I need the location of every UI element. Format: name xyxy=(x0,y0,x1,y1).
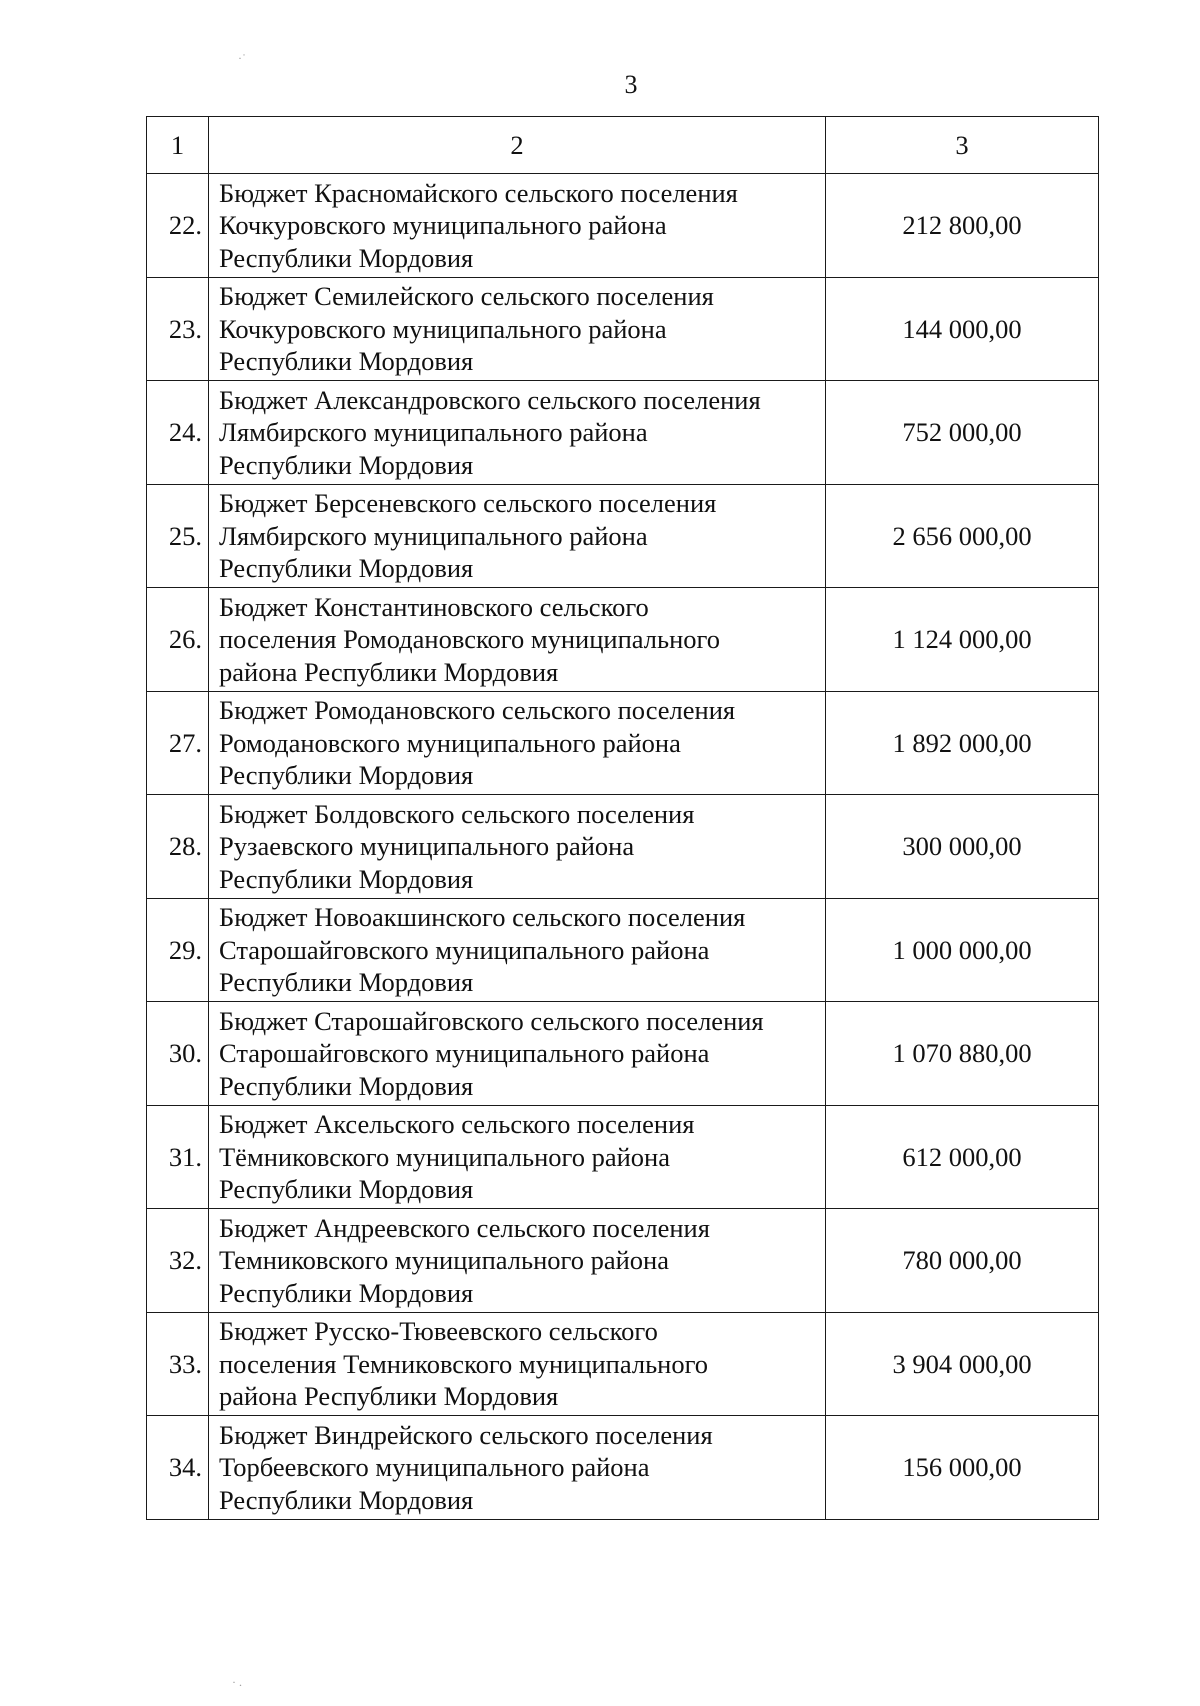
budget-name-line: Темниковского муниципального района xyxy=(219,1245,669,1276)
budget-name-line: Бюджет Аксельского сельского поселения xyxy=(219,1109,695,1140)
table-row xyxy=(147,795,1099,899)
budget-name-line: Республики Мордовия xyxy=(219,863,474,894)
budget-name-line: Республики Мордовия xyxy=(219,449,474,480)
budget-name-line: Республики Мордовия xyxy=(219,1174,474,1205)
table-row xyxy=(147,277,1099,381)
budget-name-line: Лямбирского муниципального района xyxy=(219,417,648,448)
header-cell-amount: 3 xyxy=(826,117,1099,174)
scan-speck-bottom: · . xyxy=(232,1675,242,1689)
budget-name-line: поселения Ромодановского муниципального xyxy=(219,624,720,655)
budget-name-line: Бюджет Берсеневского сельского поселения xyxy=(219,488,717,519)
budget-table xyxy=(146,116,1099,1520)
budget-name-line: Кочкуровского муниципального района xyxy=(219,210,667,241)
budget-name-line: района Республики Мордовия xyxy=(219,656,559,687)
budget-name-cell xyxy=(209,588,826,692)
budget-name-line: Старошайговского муниципального района xyxy=(219,934,710,965)
amount-cell: 1 070 880,00 xyxy=(826,1002,1099,1106)
budget-name-line: Бюджет Новоакшинского сельского поселения xyxy=(219,902,746,933)
row-number-cell: 22. xyxy=(147,174,209,278)
budget-name-line: Торбеевского муниципального района xyxy=(219,1452,650,1483)
budget-name-line: Лямбирского муниципального района xyxy=(219,520,648,551)
table-row xyxy=(147,1002,1099,1106)
amount-cell: 144 000,00 xyxy=(826,277,1099,381)
budget-name-line: Бюджет Александровского сельского поселения xyxy=(219,384,761,415)
amount-cell: 1 124 000,00 xyxy=(826,588,1099,692)
budget-name-line: Республики Мордовия xyxy=(219,346,474,377)
row-number-cell: 28. xyxy=(147,795,209,899)
budget-name-line: Бюджет Русско-Тювеевского сельского xyxy=(219,1316,658,1347)
budget-name-cell xyxy=(209,277,826,381)
amount-cell: 156 000,00 xyxy=(826,1416,1099,1520)
budget-name-line: Бюджет Виндрейского сельского поселения xyxy=(219,1419,713,1450)
budget-name-cell xyxy=(209,898,826,1002)
amount-cell: 300 000,00 xyxy=(826,795,1099,899)
row-number-cell: 27. xyxy=(147,691,209,795)
budget-name-line: района Республики Мордовия xyxy=(219,1381,559,1412)
scan-speck-top: ·˙ xyxy=(238,51,246,65)
table-row xyxy=(147,174,1099,278)
budget-name-cell xyxy=(209,174,826,278)
budget-name-line: Бюджет Старошайговского сельского поселения xyxy=(219,1005,764,1036)
table-row xyxy=(147,1105,1099,1209)
budget-name-line: Тёмниковского муниципального района xyxy=(219,1141,670,1172)
budget-name-line: Республики Мордовия xyxy=(219,1277,474,1308)
budget-name-cell xyxy=(209,1312,826,1416)
table-row xyxy=(147,588,1099,692)
row-number-cell: 34. xyxy=(147,1416,209,1520)
budget-name-line: Республики Мордовия xyxy=(219,967,474,998)
amount-cell: 752 000,00 xyxy=(826,381,1099,485)
table-row xyxy=(147,381,1099,485)
budget-name-cell xyxy=(209,484,826,588)
budget-name-line: Бюджет Андреевского сельского поселения xyxy=(219,1212,710,1243)
amount-cell: 3 904 000,00 xyxy=(826,1312,1099,1416)
budget-name-cell xyxy=(209,691,826,795)
amount-cell: 612 000,00 xyxy=(826,1105,1099,1209)
budget-name-line: поселения Темниковского муниципального xyxy=(219,1348,709,1379)
budget-name-line: Республики Мордовия xyxy=(219,760,474,791)
budget-name-line: Старошайговского муниципального района xyxy=(219,1038,710,1069)
header-cell-name: 2 xyxy=(209,117,826,174)
row-number-cell: 33. xyxy=(147,1312,209,1416)
table-row xyxy=(147,1312,1099,1416)
row-number-cell: 26. xyxy=(147,588,209,692)
budget-name-cell xyxy=(209,1209,826,1313)
amount-cell: 212 800,00 xyxy=(826,174,1099,278)
amount-cell: 1 892 000,00 xyxy=(826,691,1099,795)
row-number-cell: 30. xyxy=(147,1002,209,1106)
row-number-cell: 25. xyxy=(147,484,209,588)
budget-name-line: Республики Мордовия xyxy=(219,1484,474,1515)
budget-name-cell xyxy=(209,1105,826,1209)
budget-name-line: Бюджет Болдовского сельского поселения xyxy=(219,798,695,829)
row-number-cell: 32. xyxy=(147,1209,209,1313)
budget-name-line: Республики Мордовия xyxy=(219,1070,474,1101)
budget-name-cell xyxy=(209,381,826,485)
amount-cell: 2 656 000,00 xyxy=(826,484,1099,588)
budget-name-line: Республики Мордовия xyxy=(219,553,474,584)
budget-name-line: Бюджет Красномайского сельского поселения xyxy=(219,177,738,208)
table-row xyxy=(147,1416,1099,1520)
budget-name-line: Кочкуровского муниципального района xyxy=(219,313,667,344)
budget-name-cell xyxy=(209,1002,826,1106)
budget-name-line: Республики Мордовия xyxy=(219,242,474,273)
budget-name-cell xyxy=(209,795,826,899)
budget-name-cell xyxy=(209,1416,826,1520)
row-number-cell: 31. xyxy=(147,1105,209,1209)
row-number-cell: 29. xyxy=(147,898,209,1002)
table-header-row xyxy=(147,117,1099,174)
table-row xyxy=(147,1209,1099,1313)
table-body xyxy=(147,117,1099,1520)
table-row xyxy=(147,691,1099,795)
table-row xyxy=(147,898,1099,1002)
budget-name-line: Бюджет Ромодановского сельского поселения xyxy=(219,695,736,726)
row-number-cell: 23. xyxy=(147,277,209,381)
amount-cell: 780 000,00 xyxy=(826,1209,1099,1313)
budget-name-line: Рузаевского муниципального района xyxy=(219,831,635,862)
budget-name-line: Бюджет Семилейского сельского поселения xyxy=(219,281,714,312)
amount-cell: 1 000 000,00 xyxy=(826,898,1099,1002)
budget-name-line: Ромодановского муниципального района xyxy=(219,727,681,758)
row-number-cell: 24. xyxy=(147,381,209,485)
header-cell-number: 1 xyxy=(147,117,209,174)
page-number: 3 xyxy=(624,70,638,99)
budget-name-line: Бюджет Константиновского сельского xyxy=(219,591,649,622)
table-row xyxy=(147,484,1099,588)
